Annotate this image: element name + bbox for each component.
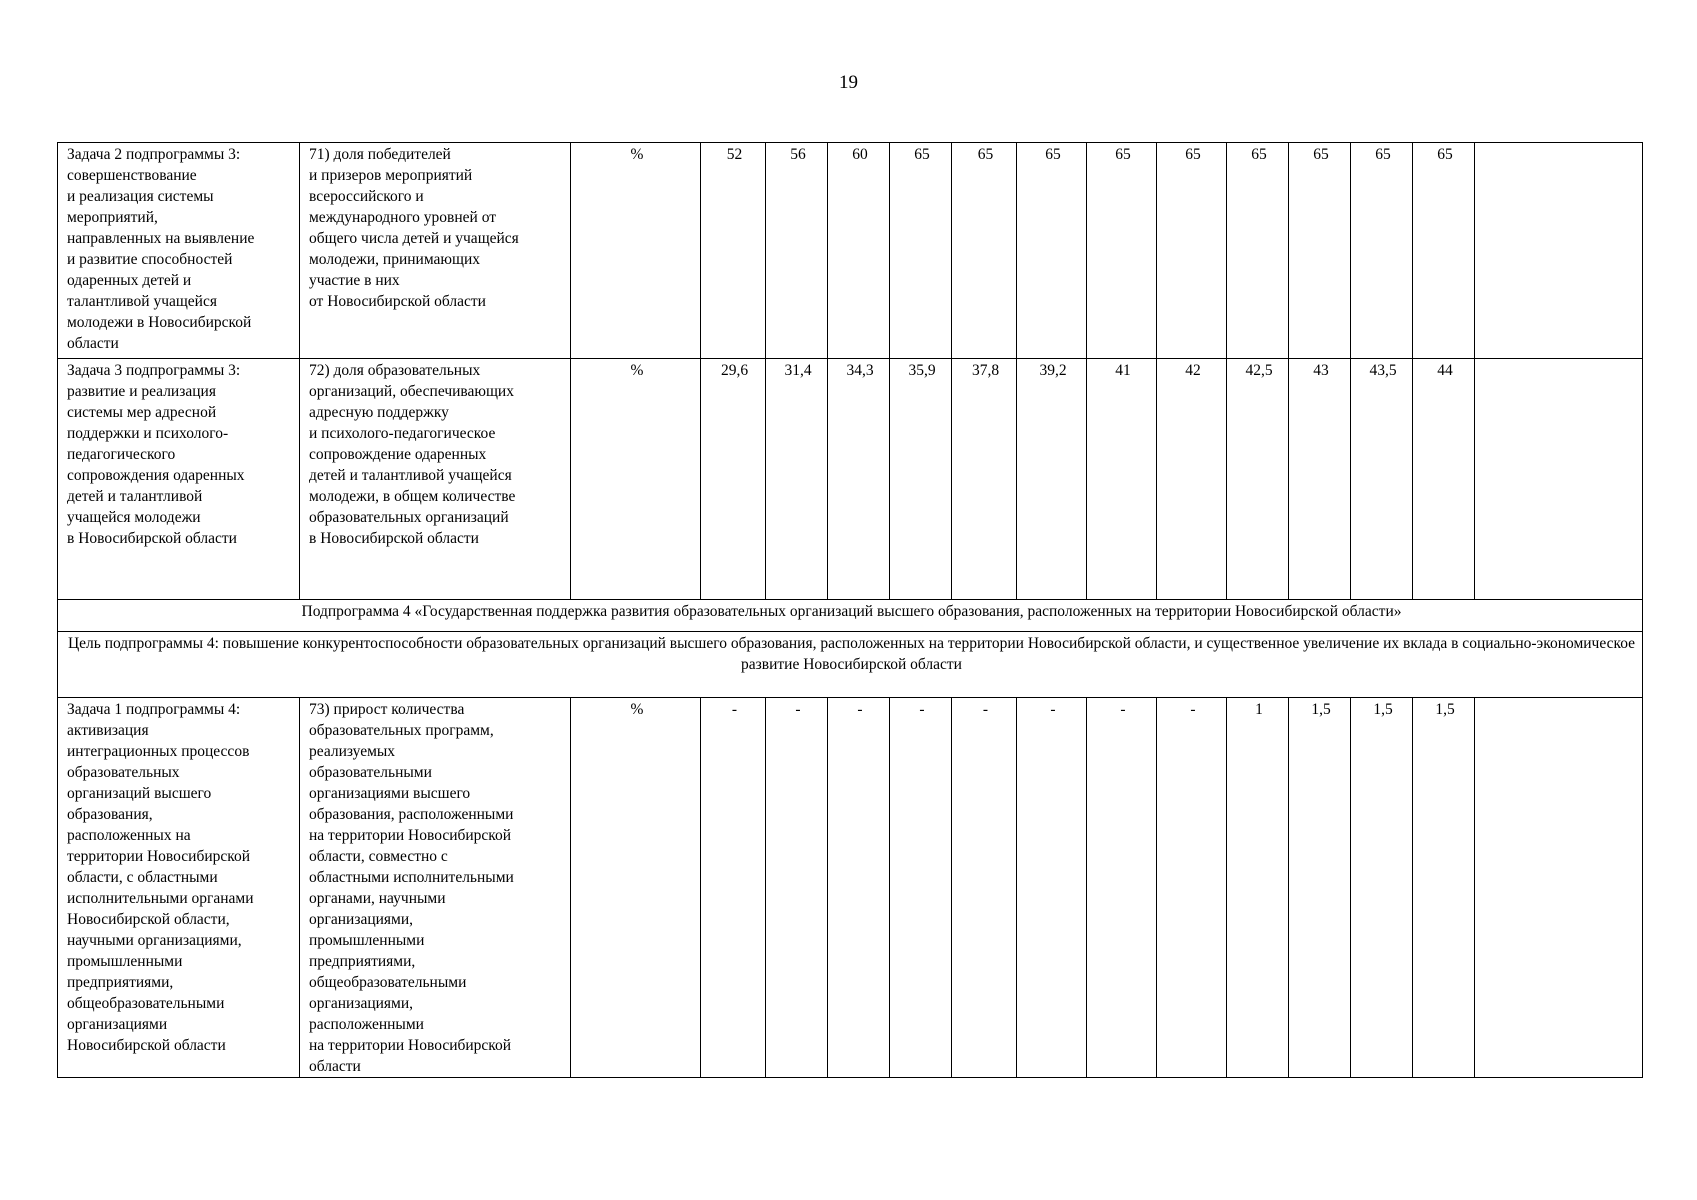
- value-cell: 43: [1289, 359, 1351, 600]
- note-cell: [1475, 359, 1643, 600]
- value-cell: 1,5: [1351, 698, 1413, 1078]
- value-cell: 41: [1087, 359, 1157, 600]
- note-cell: [1475, 143, 1643, 359]
- indicator-cell: 73) прирост количества образовательных программ, реализуемых образовательными организациями высшего образования, расположенными на территории Новосибирской области, совместно с областными исполнительными органами, научными организациями, промышленными предприятиями, общеобразовательными организациями, расположенными на территории Новосибирской области: [300, 698, 571, 1078]
- value-cell: -: [1157, 698, 1227, 1078]
- value-cell: 29,6: [701, 359, 766, 600]
- value-cell: 65: [1413, 143, 1475, 359]
- value-cell: -: [952, 698, 1017, 1078]
- value-cell: -: [890, 698, 952, 1078]
- subprogram-title-row: [58, 600, 1643, 632]
- value-cell: 52: [701, 143, 766, 359]
- value-cell: -: [766, 698, 828, 1078]
- value-cell: 65: [1289, 143, 1351, 359]
- value-cell: 65: [952, 143, 1017, 359]
- value-cell: 65: [1157, 143, 1227, 359]
- unit-cell: %: [571, 698, 701, 1078]
- value-cell: 65: [1351, 143, 1413, 359]
- value-cell: 42: [1157, 359, 1227, 600]
- indicator-cell: 71) доля победителей и призеров мероприятий всероссийского и международного уровней от общего числа детей и учащейся молодежи, принимающих участие в них от Новосибирской области: [300, 143, 571, 359]
- table-row: [58, 143, 1643, 359]
- note-cell: [1475, 698, 1643, 1078]
- value-cell: 43,5: [1351, 359, 1413, 600]
- value-cell: -: [828, 698, 890, 1078]
- value-cell: 39,2: [1017, 359, 1087, 600]
- value-cell: 35,9: [890, 359, 952, 600]
- table-row: [58, 698, 1643, 1078]
- value-cell: 37,8: [952, 359, 1017, 600]
- value-cell: 65: [1227, 143, 1289, 359]
- value-cell: 42,5: [1227, 359, 1289, 600]
- page-number: 19: [839, 72, 858, 93]
- task-cell: Задача 1 подпрограммы 4: активизация интеграционных процессов образовательных организаций высшего образования, расположенных на территории Новосибирской области, с областными исполнительными органами Новосибирской области, научными организациями, промышленными предприятиями, общеобразовательными организациями Новосибирской области: [58, 698, 300, 1078]
- subprogram-title: Подпрограмма 4 «Государственная поддержка развития образовательных организаций высшего образования, расположенных на территории Новосибирской области»: [58, 600, 1643, 632]
- value-cell: 60: [828, 143, 890, 359]
- task-cell: Задача 2 подпрограммы 3: совершенствование и реализация системы мероприятий, направленных на выявление и развитие способностей одаренных детей и талантливой учащейся молодежи в Новосибирской области: [58, 143, 300, 359]
- unit-cell: %: [571, 359, 701, 600]
- value-cell: 65: [1017, 143, 1087, 359]
- value-cell: 1,5: [1413, 698, 1475, 1078]
- value-cell: 65: [1087, 143, 1157, 359]
- value-cell: 65: [890, 143, 952, 359]
- indicator-cell: 72) доля образовательных организаций, обеспечивающих адресную поддержку и психолого-педагогическое сопровождение одаренных детей и талантливой учащейся молодежи, в общем количестве образовательных организаций в Новосибирской области: [300, 359, 571, 600]
- value-cell: 56: [766, 143, 828, 359]
- subprogram-goal-row: [58, 632, 1643, 698]
- indicators-table: [57, 142, 1643, 1078]
- value-cell: -: [701, 698, 766, 1078]
- subprogram-goal: Цель подпрограммы 4: повышение конкурентоспособности образовательных организаций высшего образования, расположенных на территории Новосибирской области, и существенное увеличение их вклада в социально-экономическое развитие Новосибирской области: [58, 632, 1643, 698]
- table-row: [58, 359, 1643, 600]
- task-cell: Задача 3 подпрограммы 3: развитие и реализация системы мер адресной поддержки и психолого- педагогического сопровождения одаренных детей и талантливой учащейся молодежи в Новосибирской области: [58, 359, 300, 600]
- value-cell: -: [1087, 698, 1157, 1078]
- value-cell: 1: [1227, 698, 1289, 1078]
- value-cell: 1,5: [1289, 698, 1351, 1078]
- value-cell: 31,4: [766, 359, 828, 600]
- value-cell: -: [1017, 698, 1087, 1078]
- unit-cell: %: [571, 143, 701, 359]
- value-cell: 44: [1413, 359, 1475, 600]
- value-cell: 34,3: [828, 359, 890, 600]
